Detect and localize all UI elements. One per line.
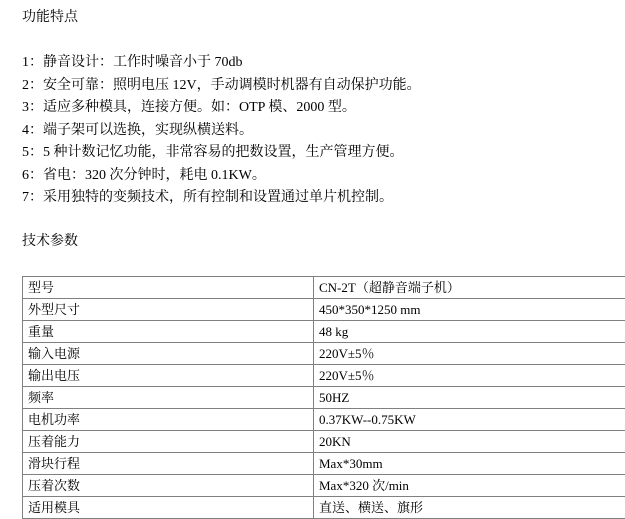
table-row — [23, 386, 625, 408]
features-heading: 功能特点 — [22, 8, 613, 28]
spec-value: 48 kg — [314, 320, 625, 342]
spec-label: 适用模具 — [23, 496, 314, 518]
spec-label: 频率 — [23, 386, 314, 408]
spec-label: 输入电源 — [23, 342, 314, 364]
list-item: 6：省电：320 次分钟时，耗电 0.1KW。 — [22, 165, 613, 188]
table-row — [23, 342, 625, 364]
spec-value: 450*350*1250 mm — [314, 298, 625, 320]
spacer — [22, 210, 613, 232]
spec-label: 重量 — [23, 320, 314, 342]
spec-label: 压着次数 — [23, 474, 314, 496]
spec-value: 直送、横送、旗形 — [314, 496, 625, 518]
table-row — [23, 474, 625, 496]
spec-value: 50HZ — [314, 386, 625, 408]
spacer — [22, 28, 613, 52]
list-item: 4：端子架可以选换，实现纵横送料。 — [22, 120, 613, 143]
specs-heading: 技术参数 — [22, 232, 613, 252]
table-row — [23, 298, 625, 320]
list-item: 3：适应多种模具，连接方便。如：OTP 模、2000 型。 — [22, 97, 613, 120]
spec-label: 压着能力 — [23, 430, 314, 452]
table-row — [23, 408, 625, 430]
specs-table — [22, 276, 625, 519]
list-item: 1：静音设计：工作时噪音小于 70db — [22, 52, 613, 75]
list-item: 2：安全可靠：照明电压 12V，手动调模时机器有自动保护功能。 — [22, 75, 613, 98]
table-row — [23, 430, 625, 452]
features-list — [22, 52, 613, 210]
spec-label: 电机功率 — [23, 408, 314, 430]
spec-label: 输出电压 — [23, 364, 314, 386]
list-item: 7：采用独特的变频技术，所有控制和设置通过单片机控制。 — [22, 187, 613, 210]
spec-label: 外型尺寸 — [23, 298, 314, 320]
spec-label: 滑块行程 — [23, 452, 314, 474]
spacer — [22, 252, 613, 276]
spec-value: 220V±5％ — [314, 342, 625, 364]
table-row — [23, 364, 625, 386]
table-row — [23, 320, 625, 342]
spec-label: 型号 — [23, 276, 314, 298]
table-row — [23, 496, 625, 518]
spec-value: Max*30mm — [314, 452, 625, 474]
spec-value: 0.37KW--0.75KW — [314, 408, 625, 430]
spec-value: CN-2T（超静音端子机） — [314, 276, 625, 298]
list-item: 5：5 种计数记忆功能，非常容易的把数设置，生产管理方便。 — [22, 142, 613, 165]
table-row — [23, 452, 625, 474]
spec-value: Max*320 次/min — [314, 474, 625, 496]
spec-value: 20KN — [314, 430, 625, 452]
spec-value: 220V±5％ — [314, 364, 625, 386]
table-row — [23, 276, 625, 298]
